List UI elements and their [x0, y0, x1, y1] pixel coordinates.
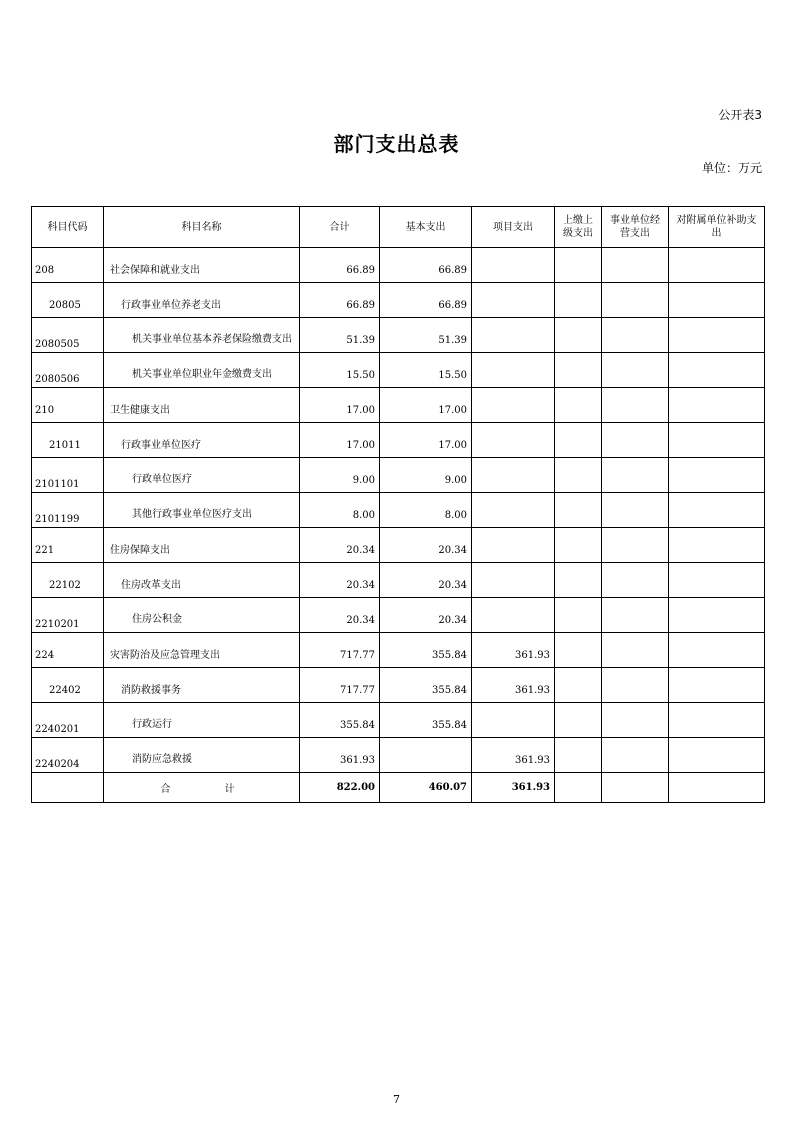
- subject-name: 住房保障支出: [104, 528, 300, 563]
- total-sum: 822.00: [300, 773, 380, 803]
- basic-value: 17.00: [380, 423, 472, 458]
- table-row: [32, 458, 765, 493]
- project-value: [472, 388, 555, 423]
- empty-cell: [669, 668, 765, 703]
- table-row: [32, 318, 765, 353]
- subject-code: 221: [32, 528, 104, 563]
- column-header: 基本支出: [380, 207, 472, 248]
- project-value: 361.93: [472, 668, 555, 703]
- empty-cell: [669, 423, 765, 458]
- empty-cell: [669, 633, 765, 668]
- subject-name: 行政事业单位医疗: [104, 423, 300, 458]
- empty-cell: [669, 458, 765, 493]
- subject-name: 机关事业单位职业年金缴费支出: [104, 353, 300, 388]
- total-value: 20.34: [300, 598, 380, 633]
- empty-cell: [555, 528, 602, 563]
- project-value: 361.93: [472, 738, 555, 773]
- empty-cell: [555, 388, 602, 423]
- total-label: 合计: [104, 773, 300, 803]
- empty-cell: [602, 528, 669, 563]
- project-value: [472, 528, 555, 563]
- empty-cell: [555, 318, 602, 353]
- empty-cell: [555, 668, 602, 703]
- project-value: 361.93: [472, 633, 555, 668]
- public-table-tag: 公开表3: [718, 108, 762, 122]
- basic-value: 9.00: [380, 458, 472, 493]
- total-value: 8.00: [300, 493, 380, 528]
- empty-cell: [669, 703, 765, 738]
- table-row: [32, 738, 765, 773]
- column-header: 科目名称: [104, 207, 300, 248]
- empty-cell: [669, 528, 765, 563]
- empty-cell: [602, 738, 669, 773]
- subject-name: 行政事业单位养老支出: [104, 283, 300, 318]
- basic-value: 66.89: [380, 248, 472, 283]
- empty-cell: [602, 283, 669, 318]
- empty-cell: [555, 493, 602, 528]
- basic-value: 20.34: [380, 528, 472, 563]
- basic-value: 355.84: [380, 668, 472, 703]
- subject-name: 住房公积金: [104, 598, 300, 633]
- column-header: 对附属单位补助支出: [669, 207, 765, 248]
- subject-code: 210: [32, 388, 104, 423]
- empty-cell: [602, 248, 669, 283]
- total-value: 717.77: [300, 633, 380, 668]
- project-value: [472, 563, 555, 598]
- total-value: 17.00: [300, 388, 380, 423]
- basic-value: 15.50: [380, 353, 472, 388]
- empty-cell: [669, 738, 765, 773]
- total-value: 20.34: [300, 528, 380, 563]
- subject-name: 卫生健康支出: [104, 388, 300, 423]
- total-empty-cell: [602, 773, 669, 803]
- total-value: 355.84: [300, 703, 380, 738]
- empty-cell: [602, 458, 669, 493]
- column-header: 合计: [300, 207, 380, 248]
- empty-cell: [669, 388, 765, 423]
- project-value: [472, 423, 555, 458]
- project-value: [472, 598, 555, 633]
- table-row: [32, 703, 765, 738]
- basic-value: 355.84: [380, 633, 472, 668]
- basic-value: 17.00: [380, 388, 472, 423]
- empty-cell: [602, 493, 669, 528]
- basic-value: 20.34: [380, 598, 472, 633]
- column-header: 事业单位经营支出: [602, 207, 669, 248]
- subject-name: 灾害防治及应急管理支出: [104, 633, 300, 668]
- subject-code: 22402: [32, 668, 104, 703]
- basic-value: [380, 738, 472, 773]
- project-value: [472, 318, 555, 353]
- empty-cell: [555, 283, 602, 318]
- page-title: 部门支出总表: [333, 132, 460, 156]
- empty-cell: [555, 248, 602, 283]
- empty-cell: [669, 598, 765, 633]
- empty-cell: [602, 703, 669, 738]
- basic-value: 51.39: [380, 318, 472, 353]
- table-row: [32, 528, 765, 563]
- subject-code: 2240204: [32, 738, 104, 773]
- empty-cell: [555, 423, 602, 458]
- total-value: 51.39: [300, 318, 380, 353]
- basic-value: 8.00: [380, 493, 472, 528]
- project-value: [472, 458, 555, 493]
- subject-code: 2080506: [32, 353, 104, 388]
- empty-cell: [555, 633, 602, 668]
- table-row: [32, 493, 765, 528]
- empty-cell: [555, 703, 602, 738]
- empty-cell: [602, 423, 669, 458]
- subject-name: 社会保障和就业支出: [104, 248, 300, 283]
- total-empty-cell: [669, 773, 765, 803]
- subject-name: 消防应急救援: [104, 738, 300, 773]
- empty-cell: [602, 318, 669, 353]
- total-row: [32, 773, 765, 803]
- empty-cell: [602, 598, 669, 633]
- basic-value: 20.34: [380, 563, 472, 598]
- subject-code: 224: [32, 633, 104, 668]
- subject-code: 208: [32, 248, 104, 283]
- subject-name: 住房改革支出: [104, 563, 300, 598]
- table-row: [32, 563, 765, 598]
- subject-name: 行政运行: [104, 703, 300, 738]
- table-row: [32, 598, 765, 633]
- empty-cell: [669, 353, 765, 388]
- subject-name: 行政单位医疗: [104, 458, 300, 493]
- empty-cell: [602, 633, 669, 668]
- total-value: 17.00: [300, 423, 380, 458]
- project-value: [472, 703, 555, 738]
- unit-label: 单位：万元: [701, 161, 762, 175]
- empty-cell: [602, 388, 669, 423]
- table-row: [32, 388, 765, 423]
- empty-cell: [555, 738, 602, 773]
- table-body: [32, 248, 765, 773]
- empty-cell: [602, 563, 669, 598]
- empty-cell: [669, 283, 765, 318]
- total-basic: 460.07: [380, 773, 472, 803]
- total-value: 9.00: [300, 458, 380, 493]
- empty-cell: [602, 668, 669, 703]
- total-value: 66.89: [300, 283, 380, 318]
- total-code-cell: [32, 773, 104, 803]
- table-row: [32, 633, 765, 668]
- total-project: 361.93: [472, 773, 555, 803]
- subject-code: 2101101: [32, 458, 104, 493]
- subject-name: 消防救援事务: [104, 668, 300, 703]
- table-row: [32, 353, 765, 388]
- empty-cell: [669, 318, 765, 353]
- total-value: 66.89: [300, 248, 380, 283]
- total-value: 717.77: [300, 668, 380, 703]
- subject-code: 20805: [32, 283, 104, 318]
- total-value: 20.34: [300, 563, 380, 598]
- total-empty-cell: [555, 773, 602, 803]
- empty-cell: [555, 598, 602, 633]
- empty-cell: [555, 353, 602, 388]
- project-value: [472, 493, 555, 528]
- empty-cell: [669, 563, 765, 598]
- column-header: 项目支出: [472, 207, 555, 248]
- empty-cell: [555, 458, 602, 493]
- column-header: 上缴上级支出: [555, 207, 602, 248]
- subject-code: 2240201: [32, 703, 104, 738]
- subject-code: 2101199: [32, 493, 104, 528]
- page-number: 7: [393, 1093, 400, 1106]
- total-value: 361.93: [300, 738, 380, 773]
- empty-cell: [669, 248, 765, 283]
- basic-value: 66.89: [380, 283, 472, 318]
- column-header: 科目代码: [32, 207, 104, 248]
- empty-cell: [602, 353, 669, 388]
- subject-code: 22102: [32, 563, 104, 598]
- subject-name: 其他行政事业单位医疗支出: [104, 493, 300, 528]
- table-row: [32, 423, 765, 458]
- project-value: [472, 283, 555, 318]
- project-value: [472, 248, 555, 283]
- project-value: [472, 353, 555, 388]
- subject-name: 机关事业单位基本养老保险缴费支出: [104, 318, 300, 353]
- subject-code: 21011: [32, 423, 104, 458]
- table-row: [32, 248, 765, 283]
- basic-value: 355.84: [380, 703, 472, 738]
- table-row: [32, 668, 765, 703]
- table-row: [32, 283, 765, 318]
- table-header-row: [32, 207, 765, 248]
- empty-cell: [669, 493, 765, 528]
- subject-code: 2210201: [32, 598, 104, 633]
- expenditure-table: [31, 206, 765, 803]
- total-value: 15.50: [300, 353, 380, 388]
- subject-code: 2080505: [32, 318, 104, 353]
- empty-cell: [555, 563, 602, 598]
